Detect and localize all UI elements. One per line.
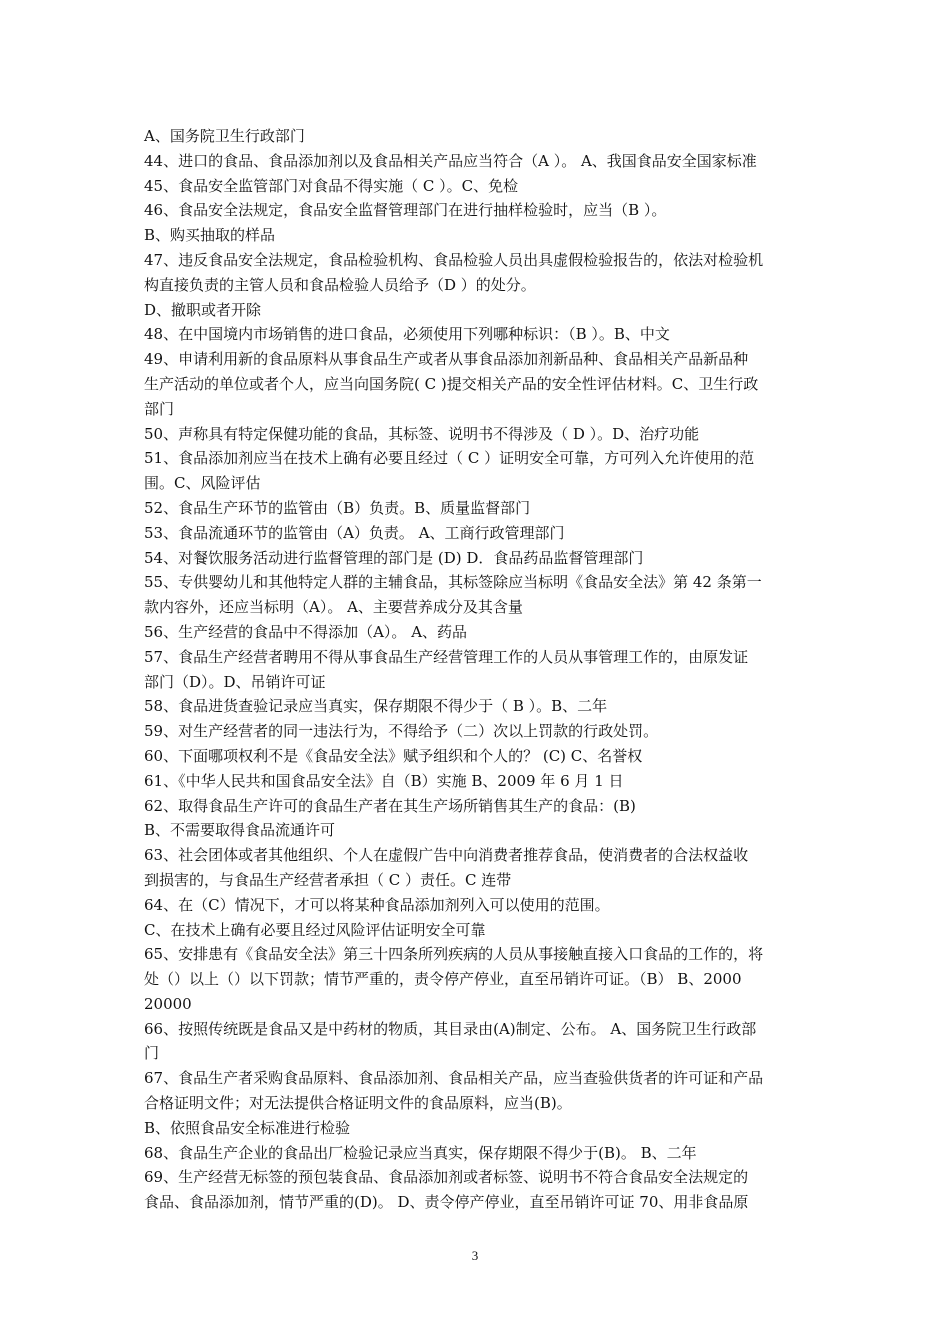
text-line: 合格证明文件；对无法提供合格证明文件的食品原料，应当(B)。 (144, 1094, 572, 1113)
text-line: 48、在中国境内市场销售的进口食品，必须使用下列哪种标识：（B ）。B、中文 (144, 325, 670, 344)
text-line: 57、食品生产经营者聘用不得从事食品生产经营管理工作的人员从事管理工作的，由原发证 (144, 647, 749, 666)
text-line: 49、申请利用新的食品原料从事食品生产或者从事食品添加剂新品种、食品相关产品新品种 (144, 350, 749, 369)
text-line: 58、食品进货查验记录应当真实，保存期限不得少于（ B ）。B、二年 (144, 697, 608, 716)
text-line: 63、社会团体或者其他组织、个人在虚假广告中向消费者推荐食品，使消费者的合法权益收 (144, 846, 749, 865)
text-line: 60、下面哪项权利不是《食品安全法》赋予组织和个人的？ (C) C、名誉权 (144, 746, 643, 765)
text-line: D、撤职或者开除 (144, 300, 262, 319)
text-line: B、不需要取得食品流通许可 (144, 821, 336, 840)
page-number: 3 (471, 1248, 479, 1263)
text-line: B、依照食品安全标准进行检验 (144, 1118, 351, 1137)
text-line: 47、违反食品安全法规定，食品检验机构、食品检验人员出具虚假检验报告的，依法对检验机 (144, 250, 764, 269)
text-line: 46、食品安全法规定，食品安全监督管理部门在进行抽样检验时，应当（B ）。 (144, 201, 667, 220)
text-line: 54、对餐饮服务活动进行监督管理的部门是 (D) D．食品药品监督管理部门 (144, 548, 644, 567)
text-line: A、国务院卫生行政部门 (144, 127, 305, 145)
text-line: 部门（D）。D、吊销许可证 (144, 672, 326, 691)
text-line: 51、食品添加剂应当在技术上确有必要且经过（ C ）证明安全可靠，方可列入允许使用的范 (144, 449, 755, 468)
text-line: 部门 (144, 399, 175, 418)
text-line: C、在技术上确有必要且经过风险评估证明安全可靠 (144, 920, 486, 939)
text-line: 构直接负责的主管人员和食品检验人员给予（D ）的处分。 (144, 275, 536, 294)
text-line: 门 (144, 1044, 160, 1063)
text-line: 款内容外，还应当标明（A）。 A、主要营养成分及其含量 (144, 598, 523, 617)
text-line: 61、《中华人民共和国食品安全法》自（B）实施 B、2009 年 6 月 1 日 (144, 771, 624, 790)
text-line: 处（）以上（）以下罚款；情节严重的，责令停产停业，直至吊销许可证。（B） B、2000 (144, 970, 742, 989)
text-line: 50、声称具有特定保健功能的食品，其标签、说明书不得涉及（ D ）。D、治疗功能 (144, 424, 700, 443)
text-line: 生产活动的单位或者个人，应当向国务院( C )提交相关产品的安全性评估材料。C、卫生行政 (144, 374, 759, 393)
document-body (144, 124, 810, 1215)
text-line: 围。C、风险评估 (144, 474, 261, 493)
text-line: 69、生产经营无标签的预包装食品、食品添加剂或者标签、说明书不符合食品安全法规定的 (144, 1168, 749, 1187)
text-line: 到损害的，与食品生产经营者承担（ C ）责任。C 连带 (144, 870, 512, 889)
text-line: 67、食品生产者采购食品原料、食品添加剂、食品相关产品，应当查验供货者的许可证和产品 (144, 1069, 764, 1088)
text-line: B、购买抽取的样品 (144, 226, 276, 245)
text-line: 20000 (144, 994, 192, 1013)
text-line: 52、食品生产环节的监管由（B）负责。B、质量监督部门 (144, 498, 531, 517)
text-line: 59、对生产经营者的同一违法行为，不得给予（二）次以上罚款的行政处罚。 (144, 722, 659, 741)
text-line: 55、专供婴幼儿和其他特定人群的主辅食品，其标签除应当标明《食品安全法》第 42 条第一 (144, 573, 762, 592)
text-line: 66、按照传统既是食品又是中药材的物质，其目录由(A)制定、公布。 A、国务院卫生行政部 (144, 1019, 757, 1038)
text-line: 64、在（C）情况下，才可以将某种食品添加剂列入可以使用的范围。 (144, 895, 610, 914)
text-line: 食品、食品添加剂，情节严重的(D)。 D、责令停产停业，直至吊销许可证 70、用非食品原 (144, 1193, 749, 1212)
text-line: 62、取得食品生产许可的食品生产者在其生产场所销售其生产的食品：(B) (144, 796, 636, 815)
text-line: 44、进口的食品、食品添加剂以及食品相关产品应当符合（A ）。 A、我国食品安全国家标准 (144, 151, 757, 170)
text-line: 56、生产经营的食品中不得添加（A）。 A、药品 (144, 622, 468, 641)
text-line: 68、食品生产企业的食品出厂检验记录应当真实，保存期限不得少于(B)。 B、二年 (144, 1143, 697, 1162)
text-line: 45、食品安全监管部门对食品不得实施（ C ）。C、免检 (144, 176, 519, 195)
text-line: 65、安排患有《食品安全法》第三十四条所列疾病的人员从事接触直接入口食品的工作的，将 (144, 945, 764, 964)
text-line: 53、食品流通环节的监管由（A）负责。 A、工商行政管理部门 (144, 523, 565, 542)
